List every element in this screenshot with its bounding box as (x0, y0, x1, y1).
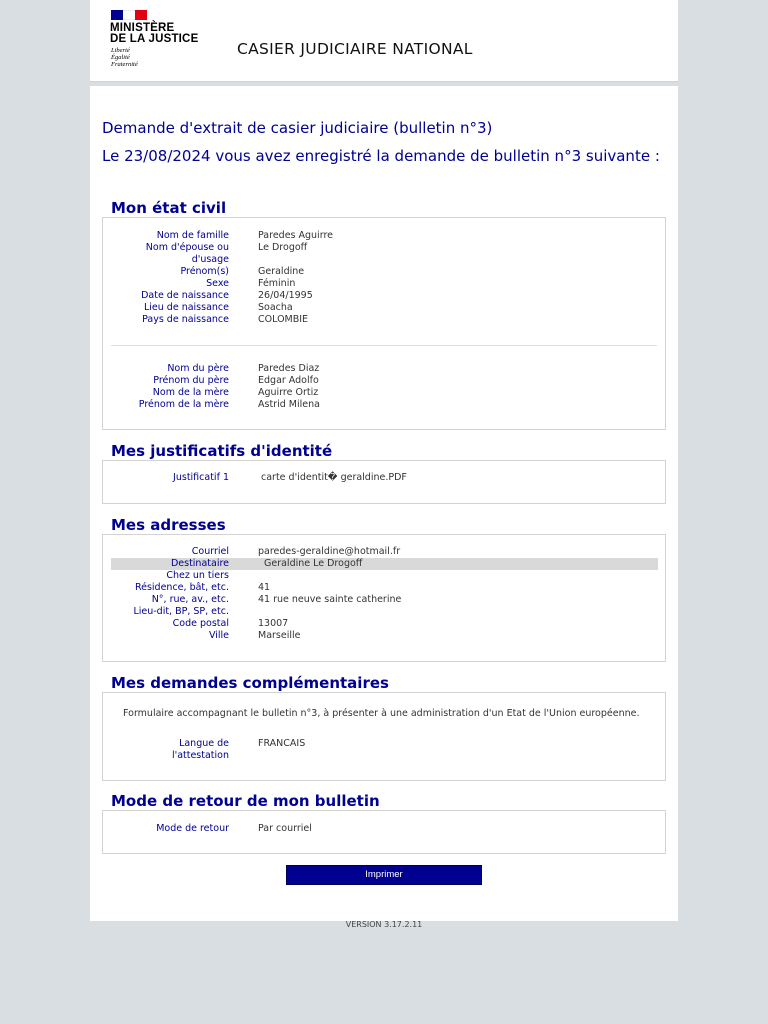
field-value: Soacha (258, 302, 293, 313)
page-title: Demande d'extrait de casier judiciaire (bulletin n°3) (102, 119, 493, 137)
field-value: Geraldine Le Drogoff (264, 558, 363, 569)
print-button[interactable]: Imprimer (286, 865, 482, 885)
field-value: Par courriel (258, 823, 312, 834)
justificatifs-box (102, 460, 666, 504)
field-label: Code postal (172, 618, 229, 629)
field-label: Résidence, bât, etc. (134, 582, 229, 593)
field-label: Prénom du père (153, 375, 229, 386)
field-value: 26/04/1995 (258, 290, 313, 301)
field-value: Féminin (258, 278, 296, 289)
etat-civil-box (102, 217, 666, 430)
field-label: Date de naissance (141, 290, 229, 301)
field-value: Astrid Milena (258, 399, 320, 410)
field-value: COLOMBIE (258, 314, 309, 325)
field-value: Aguirre Ortiz (258, 387, 319, 398)
field-label: Prénom(s) (180, 266, 229, 277)
field-label: Justificatif 1 (173, 472, 229, 483)
site-title: CASIER JUDICIAIRE NATIONAL (237, 40, 473, 58)
field-label: Lieu-dit, BP, SP, etc. (133, 606, 229, 617)
section-title-justificatifs: Mes justificatifs d'identité (111, 442, 333, 460)
field-label: Lieu de naissance (143, 302, 229, 313)
ministry-logo[interactable] (110, 23, 198, 45)
motto-egalite: Égalité (111, 54, 130, 62)
field-value: Geraldine (258, 266, 305, 277)
field-label: Nom du père (167, 363, 229, 374)
retour-box (102, 810, 666, 854)
field-value: Paredes Aguirre (258, 230, 333, 241)
field-label: Nom d'épouse ou d'usage (145, 242, 229, 265)
field-label: Mode de retour (156, 823, 229, 834)
main-content (90, 86, 678, 921)
republique-flag-icon (111, 10, 147, 20)
field-value: Paredes Diaz (258, 363, 320, 374)
field-value: FRANCAIS (258, 738, 306, 749)
field-value: Marseille (258, 630, 301, 641)
field-label: Prénom de la mère (138, 399, 229, 410)
republic-motto (111, 47, 138, 69)
document-link[interactable]: carte d'identit� geraldine.PDF (261, 472, 407, 483)
field-value: 41 (258, 582, 271, 593)
field-label: Destinataire (170, 558, 229, 569)
motto-liberte: Liberté (111, 47, 130, 54)
field-label: Sexe (206, 278, 229, 289)
field-label: Nom de la mère (152, 387, 229, 398)
field-value: 41 rue neuve sainte catherine (258, 594, 402, 605)
field-label: Ville (208, 630, 229, 641)
site-header (90, 0, 678, 82)
field-label: Courriel (191, 546, 229, 557)
field-value: Edgar Adolfo (258, 375, 319, 386)
motto-fraternite: Fraternité (111, 61, 138, 69)
field-label: N°, rue, av., etc. (151, 594, 229, 605)
section-title-etat-civil: Mon état civil (111, 199, 227, 217)
complementaires-box (102, 692, 666, 781)
logo-line1: MINISTÈRE (110, 22, 175, 34)
divider (111, 345, 657, 346)
section-title-complementaires: Mes demandes complémentaires (111, 674, 389, 692)
field-value: paredes-geraldine@hotmail.fr (258, 546, 401, 557)
complementaires-text: Formulaire accompagnant le bulletin n°3, à présenter à une administration d'un Etat de l'Union européenne. (123, 708, 640, 719)
field-label: Langue de l'attestation (171, 738, 229, 761)
page-subtitle: Le 23/08/2024 vous avez enregistré la demande de bulletin n°3 suivante : (102, 147, 660, 165)
adresses-box (102, 534, 666, 662)
field-value: Le Drogoff (258, 242, 308, 253)
logo-line2: DE LA JUSTICE (110, 33, 199, 45)
version-label: VERSION 3.17.2.11 (345, 920, 423, 929)
section-title-adresses: Mes adresses (111, 516, 226, 534)
field-label: Nom de famille (156, 230, 229, 241)
field-label: Pays de naissance (142, 314, 229, 325)
field-label: Chez un tiers (166, 570, 229, 581)
section-title-retour: Mode de retour de mon bulletin (111, 792, 380, 810)
field-value: 13007 (258, 618, 289, 629)
